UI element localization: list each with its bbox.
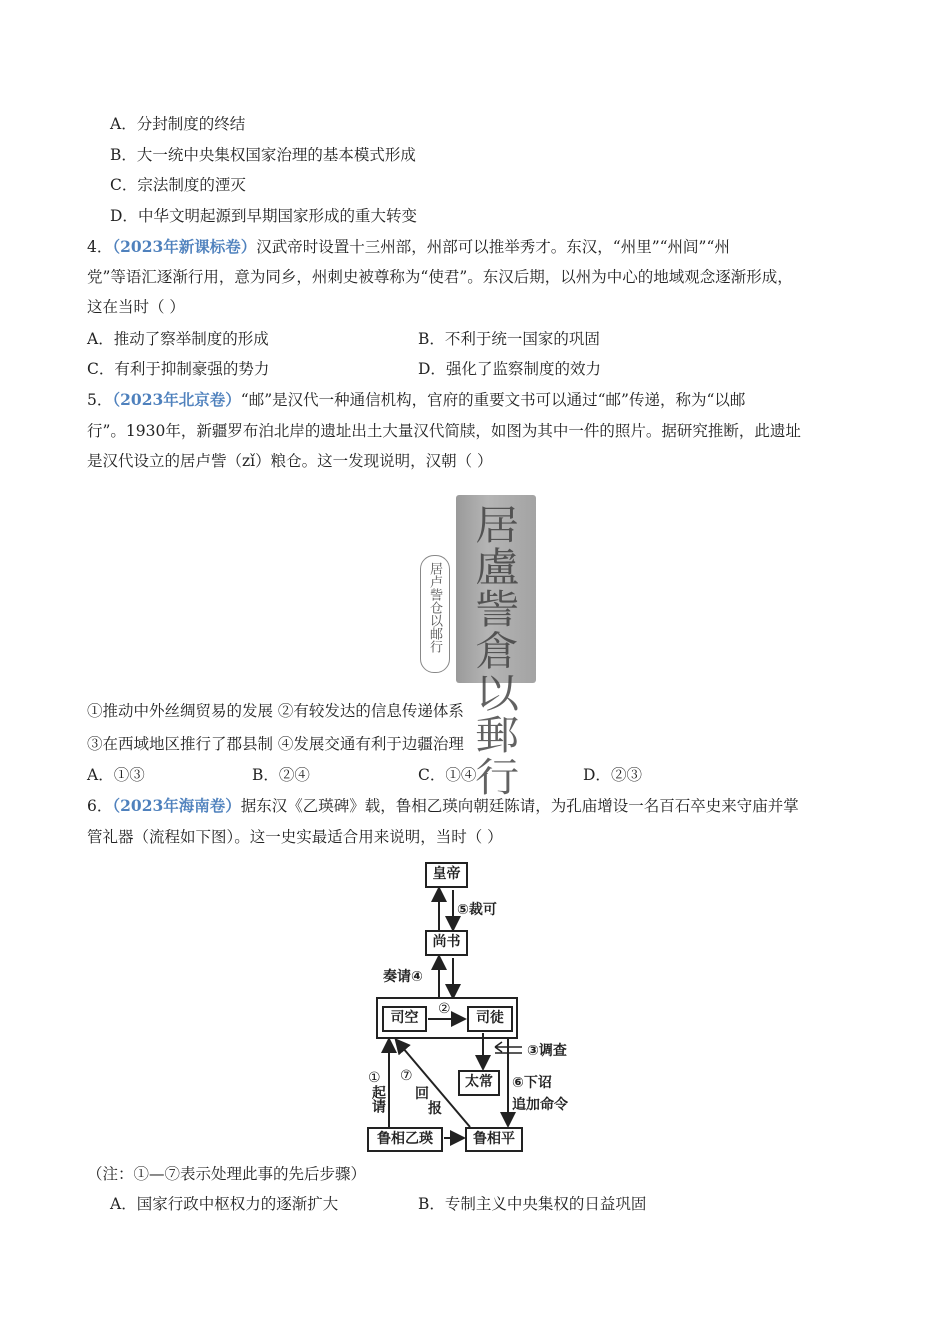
q4-source: （2023年新课标卷） — [112, 237, 257, 256]
step1-text: 起请 — [370, 1085, 386, 1113]
q4-stem-line: 党”等语汇逐渐行用，意为同乡，州刺史被尊称为“使君”。东汉后期，以州为中心的地域观念逐渐形成， — [87, 268, 793, 286]
step7-text-b: 报 — [428, 1101, 442, 1117]
step3-label: ③调查 — [527, 1043, 567, 1059]
q5-option-c: C．①④ — [418, 766, 477, 784]
sikong-node: 司空 — [382, 1006, 427, 1032]
q3-option-b: B．大一统中央集权国家治理的基本模式形成 — [110, 146, 416, 164]
q4-option-b: B．不利于统一国家的巩固 — [418, 330, 600, 348]
situ-node: 司徒 — [467, 1006, 513, 1032]
slip-caption: 居卢訾仓以邮行 — [427, 562, 442, 653]
step7-label: ⑦ — [400, 1068, 413, 1084]
q6-option-a: A．国家行政中枢权力的逐渐扩大 — [110, 1195, 339, 1213]
yiying-node: 鲁相乙瑛 — [367, 1127, 443, 1152]
q3-option-d: D．中华文明起源到早期国家形成的重大转变 — [110, 207, 417, 225]
q3-option-c: C．宗法制度的湮灭 — [110, 176, 246, 194]
shangshu-node: 尚书 — [425, 930, 468, 956]
luxiangping-node: 鲁相平 — [465, 1127, 523, 1152]
step6-label: ⑥下诏 — [512, 1075, 552, 1091]
flow-diagram — [360, 855, 590, 1155]
q3-option-a: A．分封制度的终结 — [110, 115, 246, 133]
diagram-note: （注：①—⑦表示处理此事的先后步骤） — [87, 1165, 367, 1183]
step5-label: ⑤裁可 — [457, 902, 497, 918]
q6-option-b: B．专制主义中央集权的日益巩固 — [418, 1195, 647, 1213]
emperor-node: 皇帝 — [425, 862, 468, 888]
bamboo-slip — [456, 495, 536, 801]
q6-stem-line: 管礼器（流程如下图）。这一史实最适合用来说明，当时（ ） — [87, 828, 503, 846]
q5-stem-line: 5．（2023年北京卷）“邮”是汉代一种通信机构，官府的重要文书可以通过“邮”传递，称为“以邮 — [87, 390, 746, 409]
caption-bubble — [420, 555, 450, 673]
taichang-node: 太常 — [458, 1070, 500, 1096]
q5-statements-line: ①推动中外丝绸贸易的发展 ②有较发达的信息传递体系 — [87, 702, 464, 720]
q4-stem-line: 4．（2023年新课标卷）汉武帝时设置十三州部，州部可以推举秀才。东汉，“州里”“州闾”“州 — [87, 237, 730, 256]
step6-text: 追加命令 — [512, 1097, 568, 1113]
q6-stem-line: 6．（2023年海南卷）据东汉《乙瑛碑》载，鲁相乙瑛向朝廷陈请，为孔庙增设一名百石卒史来守庙并掌 — [87, 796, 799, 815]
q4-option-d: D．强化了监察制度的效力 — [418, 360, 601, 378]
q4-option-c: C．有利于抑制豪强的势力 — [87, 360, 270, 378]
q5-stem-line: 是汉代设立的居卢訾（zǐ）粮仓。这一发现说明，汉朝（ ） — [87, 452, 493, 470]
step7-text-a: 回 — [415, 1086, 429, 1102]
q4-option-a: A．推动了察举制度的形成 — [87, 330, 269, 348]
q6-source: （2023年海南卷） — [112, 796, 241, 815]
slip-inscription: 居盧訾 倉以 郵行 — [475, 503, 517, 801]
step4-label: 奏请④ — [383, 969, 423, 985]
q5-stem-line: 行”。1930年，新疆罗布泊北岸的遗址出土大量汉代简牍，如图为其中一件的照片。据研究推断，此遗址 — [87, 422, 801, 440]
q5-source: （2023年北京卷） — [112, 390, 241, 409]
q5-option-a: A．①③ — [87, 766, 145, 784]
q5-statements-line: ③在西域地区推行了郡县制 ④发展交通有利于边疆治理 — [87, 735, 464, 753]
q5-option-d: D．②③ — [583, 766, 642, 784]
q4-stem-line: 这在当时（ ） — [87, 298, 185, 316]
q5-option-b: B．②④ — [252, 766, 310, 784]
step1-label: ① — [368, 1070, 381, 1086]
step2-label: ② — [438, 1001, 451, 1017]
